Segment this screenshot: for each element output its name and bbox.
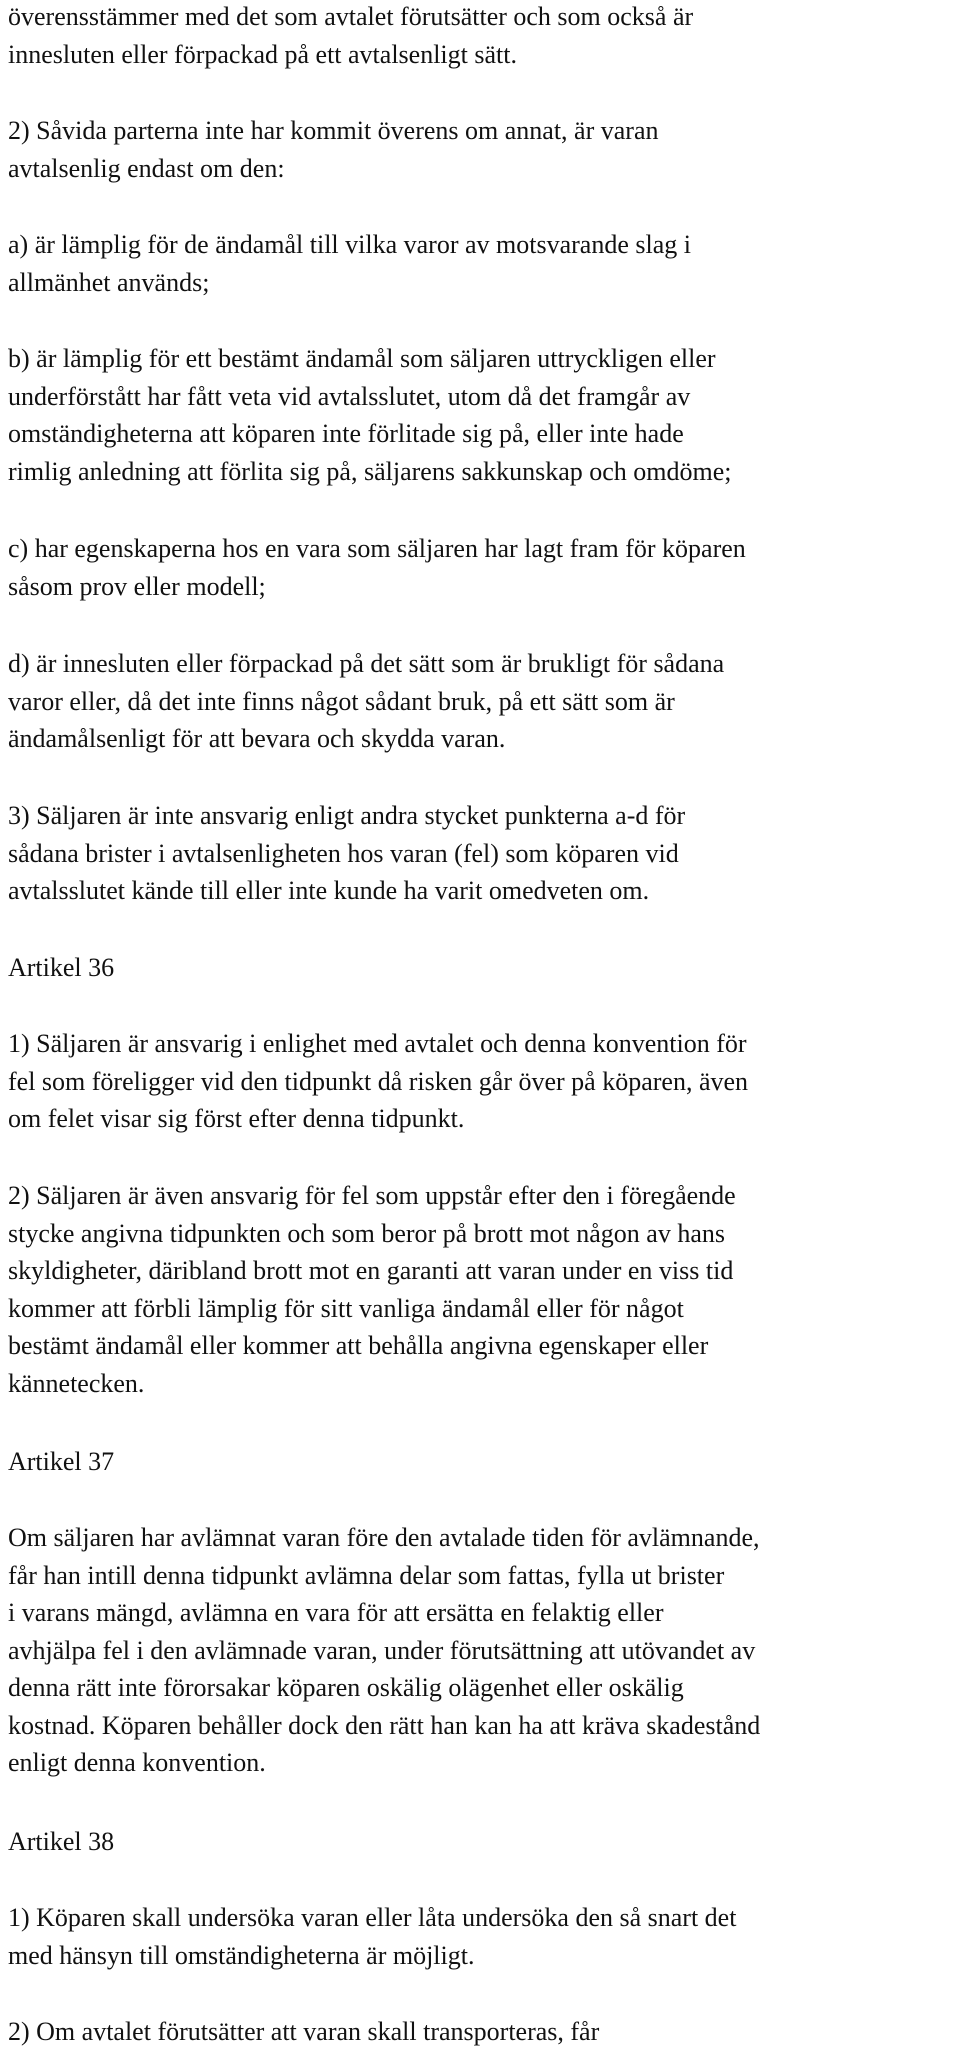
text-line: Artikel 36 [8,953,115,982]
text-line: överensstämmer med det som avtalet förutsätter och som också är [8,2,694,31]
paragraph [8,1177,736,1402]
text-line: bestämt ändamål eller kommer att behålla angivna egenskaper eller [8,1331,709,1360]
text-line: sådana brister i avtalsenligheten hos varan (fel) som köparen vid [8,838,679,868]
paragraph [8,340,732,490]
text-line: omständigheterna att köparen inte förlitade sig på, eller inte hade [8,419,684,448]
article-heading [8,949,114,987]
text-line: allmänhet används; [8,267,210,297]
text-line: c) har egenskaperna hos en vara som säljaren har lagt fram för köparen [8,534,746,563]
text-line: d) är innesluten eller förpackad på det sätt som är brukligt för sådana [8,649,725,678]
text-line: varor eller, då det inte finns något sådant bruk, på ett sätt som är [8,686,675,716]
text-line: denna rätt inte förorsakar köparen oskälig olägenhet eller oskälig [8,1673,684,1702]
text-line: 2) Om avtalet förutsätter att varan skall transporteras, får [8,2017,600,2046]
text-line: rimlig anledning att förlita sig på, säljarens sakkunskap och omdöme; [8,456,732,486]
text-line: b) är lämplig för ett bestämt ändamål som säljaren uttryckligen eller [8,344,716,373]
paragraph [8,530,746,605]
text-line: stycke angivna tidpunkten och som beror på brott mot någon av hans [8,1218,726,1248]
text-line: såsom prov eller modell; [8,571,266,601]
text-line: kännetecken. [8,1368,145,1398]
article-heading [8,1443,114,1481]
text-line: skyldigheter, däribland brott mot en garanti att varan under en viss tid [8,1256,734,1285]
text-line: enligt denna konvention. [8,1748,266,1777]
text-line: ändamålsenligt för att bevara och skydda varan. [8,724,506,753]
text-line: får han intill denna tidpunkt avlämna delar som fattas, fylla ut brister [8,1560,725,1590]
text-line: fel som föreligger vid den tidpunkt då risken går över på köparen, även [8,1066,749,1096]
paragraph [8,1025,748,1138]
text-line: 3) Säljaren är inte ansvarig enligt andra stycket punkterna a-d för [8,801,686,830]
paragraph [8,1899,736,1974]
paragraph [8,797,685,910]
text-line: Artikel 37 [8,1447,115,1476]
article-heading [8,1823,114,1861]
text-line: avtalsslutet kände till eller inte kunde ha varit omedveten om. [8,876,650,905]
paragraph [8,112,658,187]
paragraph [8,0,693,73]
paragraph [8,2013,599,2051]
text-line: avhjälpa fel i den avlämnade varan, under förutsättning att utövandet av [8,1635,756,1665]
text-line: avtalsenlig endast om den: [8,153,285,183]
text-line: i varans mängd, avlämna en vara för att ersätta en felaktig eller [8,1598,664,1627]
text-line: med hänsyn till omständigheterna är möjligt. [8,1940,475,1970]
text-line: Artikel 38 [8,1827,115,1856]
text-line: 2) Såvida parterna inte har kommit överens om annat, är varan [8,116,659,145]
text-line: underförstått har fått veta vid avtalsslutet, utom då det framgår av [8,381,691,411]
paragraph [8,645,724,758]
paragraph [8,226,691,301]
text-line: kommer att förbli lämplig för sitt vanliga ändamål eller för något [8,1293,684,1323]
text-line: innesluten eller förpackad på ett avtalsenligt sätt. [8,39,517,69]
text-line: om felet visar sig först efter denna tidpunkt. [8,1104,465,1133]
text-line: 1) Köparen skall undersöka varan eller låta undersöka den så snart det [8,1903,737,1932]
text-line: Om säljaren har avlämnat varan före den avtalade tiden för avlämnande, [8,1523,760,1552]
text-line: 2) Säljaren är även ansvarig för fel som uppstår efter den i föregående [8,1181,736,1210]
text-line: a) är lämplig för de ändamål till vilka varor av motsvarande slag i [8,230,691,259]
text-line: kostnad. Köparen behåller dock den rätt han kan ha att kräva skadestånd [8,1710,761,1740]
paragraph [8,1519,760,1782]
text-line: 1) Säljaren är ansvarig i enlighet med avtalet och denna konvention för [8,1029,747,1058]
